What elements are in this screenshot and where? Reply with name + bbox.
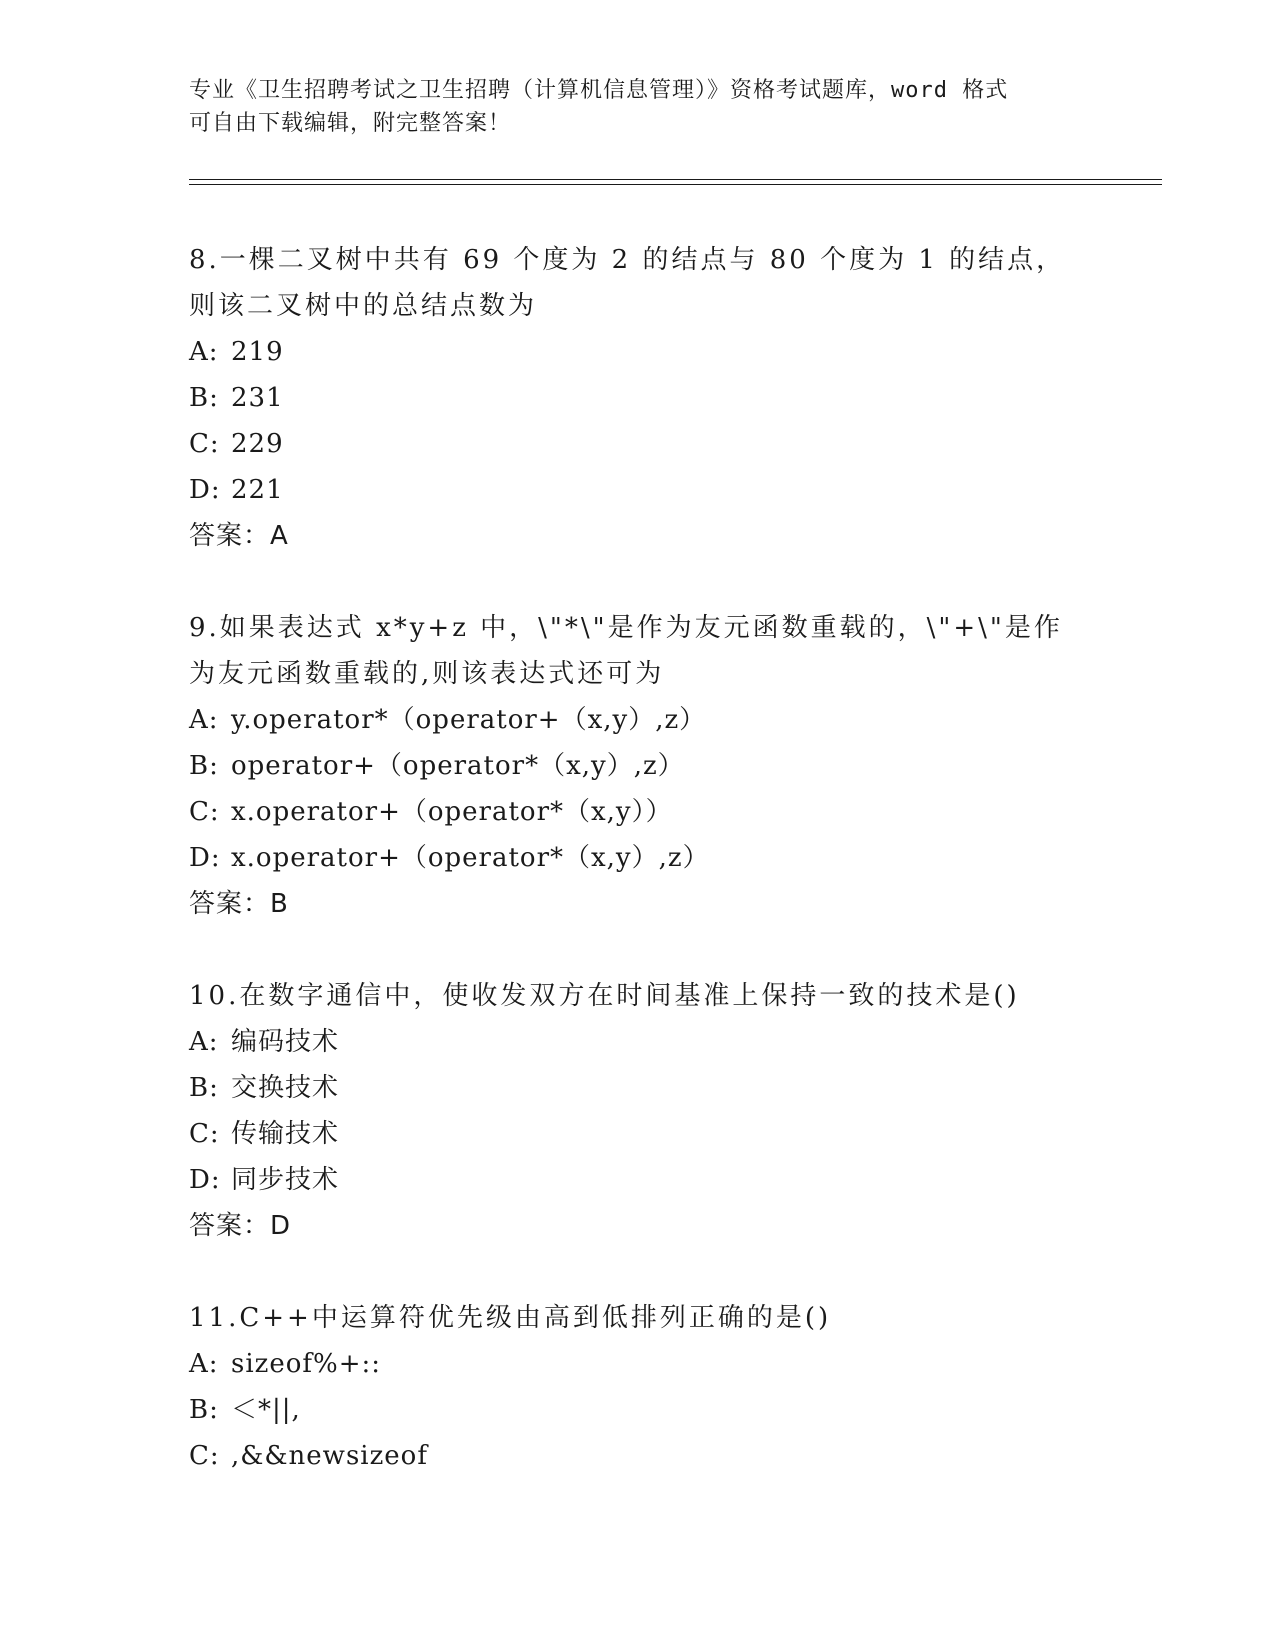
answer-label: 答案：B (189, 889, 289, 919)
option-letter: D: (189, 475, 221, 505)
option-b (189, 1065, 1089, 1111)
question-8 (189, 237, 1089, 559)
option-a (189, 1341, 1089, 1387)
option-letter: B: (189, 1073, 219, 1103)
option-b (189, 375, 1089, 421)
question-10 (189, 973, 1089, 1249)
option-c (189, 789, 1089, 835)
option-a (189, 697, 1089, 743)
question-9 (189, 605, 1089, 927)
option-letter: D: (189, 843, 221, 873)
option-text: sizeof%+:: (231, 1349, 382, 1379)
option-text: 219 (231, 337, 284, 367)
option-text: 同步技术 (231, 1165, 340, 1195)
option-text: 221 (231, 475, 284, 505)
option-letter: A: (189, 705, 219, 735)
header-line-2: 可自由下载编辑，附完整答案！ (189, 111, 512, 136)
option-a (189, 1019, 1089, 1065)
document-header (189, 74, 1089, 140)
option-letter: C: (189, 429, 220, 459)
option-text: 传输技术 (231, 1119, 340, 1149)
option-letter: B: (189, 751, 219, 781)
option-text: ,&&newsizeof (231, 1441, 428, 1471)
option-text: ＜*||, (231, 1395, 301, 1425)
option-c (189, 421, 1089, 467)
option-letter: D: (189, 1165, 221, 1195)
option-b (189, 1387, 1089, 1433)
option-text: 交换技术 (231, 1073, 340, 1103)
option-letter: A: (189, 1027, 219, 1057)
question-text: 9.如果表达式 x*y+z 中，\"*\"是作为友元函数重载的，\"+\"是作为友元函数重载的,则该表达式还可为 (189, 613, 1063, 689)
answer-label: 答案：A (189, 521, 289, 551)
header-divider-bottom (189, 184, 1162, 185)
option-letter: C: (189, 797, 220, 827)
option-text: x.operator+（operator*（x,y）） (231, 797, 673, 827)
option-letter: B: (189, 1395, 219, 1425)
option-d (189, 467, 1089, 513)
answer-label: 答案：D (189, 1211, 292, 1241)
option-letter: B: (189, 383, 219, 413)
option-text: 231 (231, 383, 284, 413)
option-text: 编码技术 (231, 1027, 340, 1057)
option-b (189, 743, 1089, 789)
header-line-1: 专业《卫生招聘考试之卫生招聘（计算机信息管理）》资格考试题库，word 格式 (189, 78, 1009, 103)
option-text: y.operator*（operator+（x,y）,z） (231, 705, 707, 735)
option-c (189, 1433, 1089, 1479)
option-text: 229 (231, 429, 284, 459)
option-a (189, 329, 1089, 375)
question-11 (189, 1295, 1089, 1479)
option-text: operator+（operator*（x,y）,z） (231, 751, 685, 781)
option-c (189, 1111, 1089, 1157)
question-list (189, 237, 1089, 1525)
option-letter: A: (189, 337, 219, 367)
question-text: 8.一棵二叉树中共有 69 个度为 2 的结点与 80 个度为 1 的结点，则该二叉树中的总结点数为 (189, 245, 1066, 321)
question-text: 11.C++中运算符优先级由高到低排列正确的是() (189, 1303, 832, 1333)
option-text: x.operator+（operator*（x,y）,z） (231, 843, 710, 873)
question-text: 10.在数字通信中，使收发双方在时间基准上保持一致的技术是() (189, 981, 1020, 1011)
option-d (189, 1157, 1089, 1203)
option-letter: C: (189, 1119, 220, 1149)
option-letter: A: (189, 1349, 219, 1379)
option-d (189, 835, 1089, 881)
header-divider-top (189, 179, 1162, 180)
option-letter: C: (189, 1441, 220, 1471)
